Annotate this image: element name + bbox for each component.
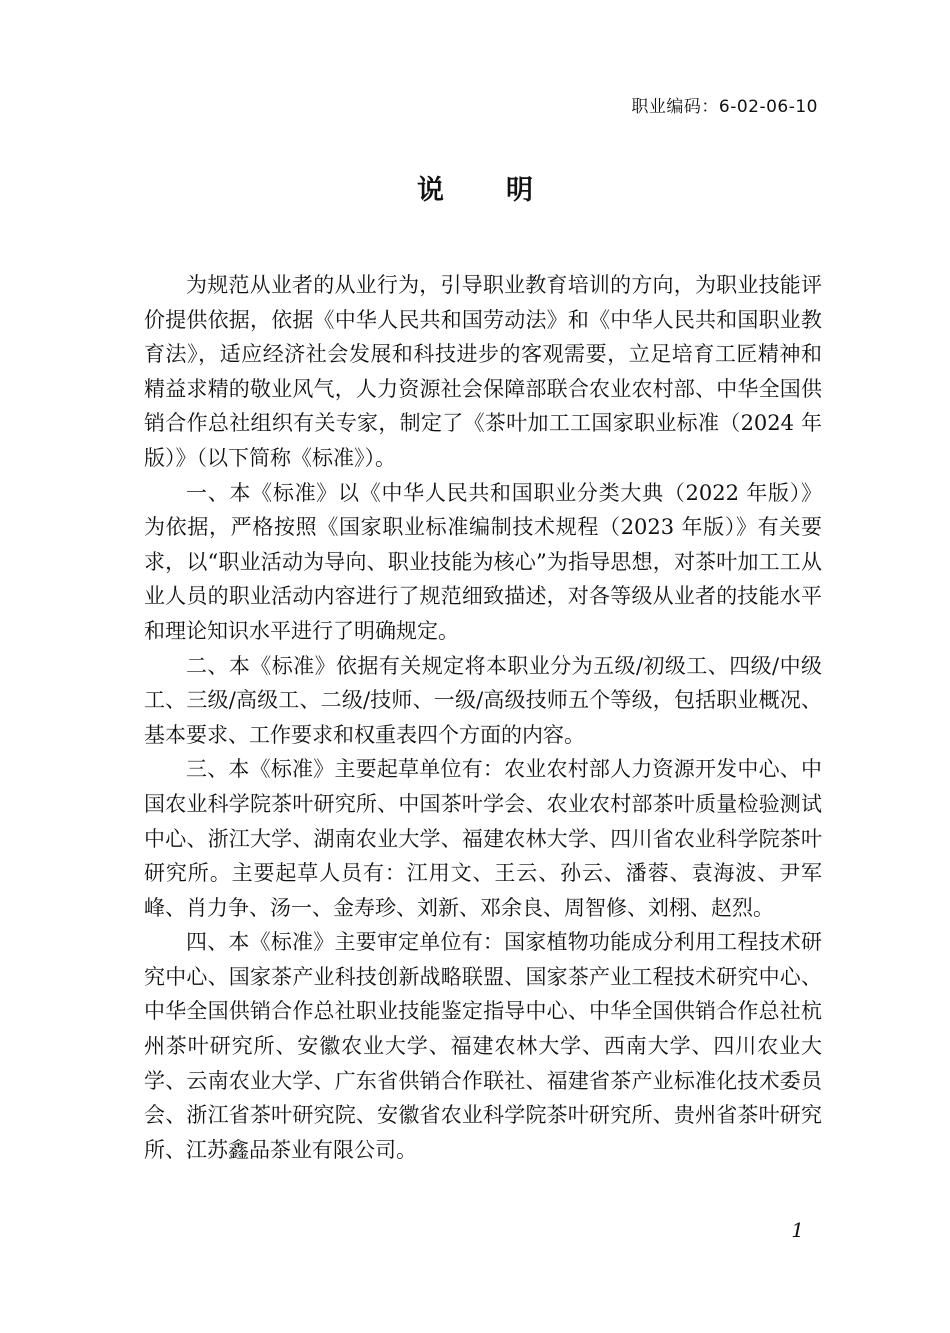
page-number: 1 [791, 1218, 804, 1242]
paragraph-item-3: 三、本《标准》主要起草单位有：农业农村部人力资源开发中心、中国农业科学院茶叶研究所、中国茶叶学会、农业农村部茶叶质量检验测试中心、浙江大学、湖南农业大学、福建农林大学、四川省农业科学院茶叶研究所。主要起草人员有：江用文、王云、孙云、潘蓉、袁海波、尹军峰、肖力争、汤一、金寿珍、刘新、邓余良、周智修、刘栩、赵烈。 [144, 757, 822, 920]
job-code: 职业编码：6-02-06-10 [631, 97, 818, 117]
body-text [144, 268, 822, 1167]
paragraph-intro: 为规范从业者的从业行为，引导职业教育培训的方向，为职业技能评价提供依据，依据《中华人民共和国劳动法》和《中华人民共和国职业教育法》，适应经济社会发展和科技进步的客观需要，立足培育工匠精神和精益求精的敬业风气，人力资源社会保障部联合农业农村部、中华全国供销合作总社组织有关专家，制定了《茶叶加工工国家职业标准（2024 年版）》（以下简称《标准》）。 [144, 273, 822, 470]
paragraph-item-4: 四、本《标准》主要审定单位有：国家植物功能成分利用工程技术研究中心、国家茶产业科技创新战略联盟、国家茶产业工程技术研究中心、中华全国供销合作总社职业技能鉴定指导中心、中华全国供销合作总社杭州茶叶研究所、安徽农业大学、福建农林大学、西南大学、四川农业大学、云南农业大学、广东省供销合作联社、福建省茶产业标准化技术委员会、浙江省茶叶研究院、安徽省农业科学院茶叶研究所、贵州省茶叶研究所、江苏鑫品茶业有限公司。 [144, 930, 822, 1162]
paragraph-item-2: 二、本《标准》依据有关规定将本职业分为五级/初级工、四级/中级工、三级/高级工、二级/技师、一级/高级技师五个等级，包括职业概况、基本要求、工作要求和权重表四个方面的内容。 [144, 653, 822, 747]
paragraph-item-1: 一、本《标准》以《中华人民共和国职业分类大典（2022 年版）》为依据，严格按照《国家职业标准编制技术规程（2023 年版）》有关要求，以“职业活动为导向、职业技能为核心”为指导思想，对茶叶加工工从业人员的职业活动内容进行了规范细致描述，对各等级从业者的技能水平和理论知识水平进行了明确规定。 [144, 480, 822, 643]
page-title: 说明 [417, 175, 595, 206]
